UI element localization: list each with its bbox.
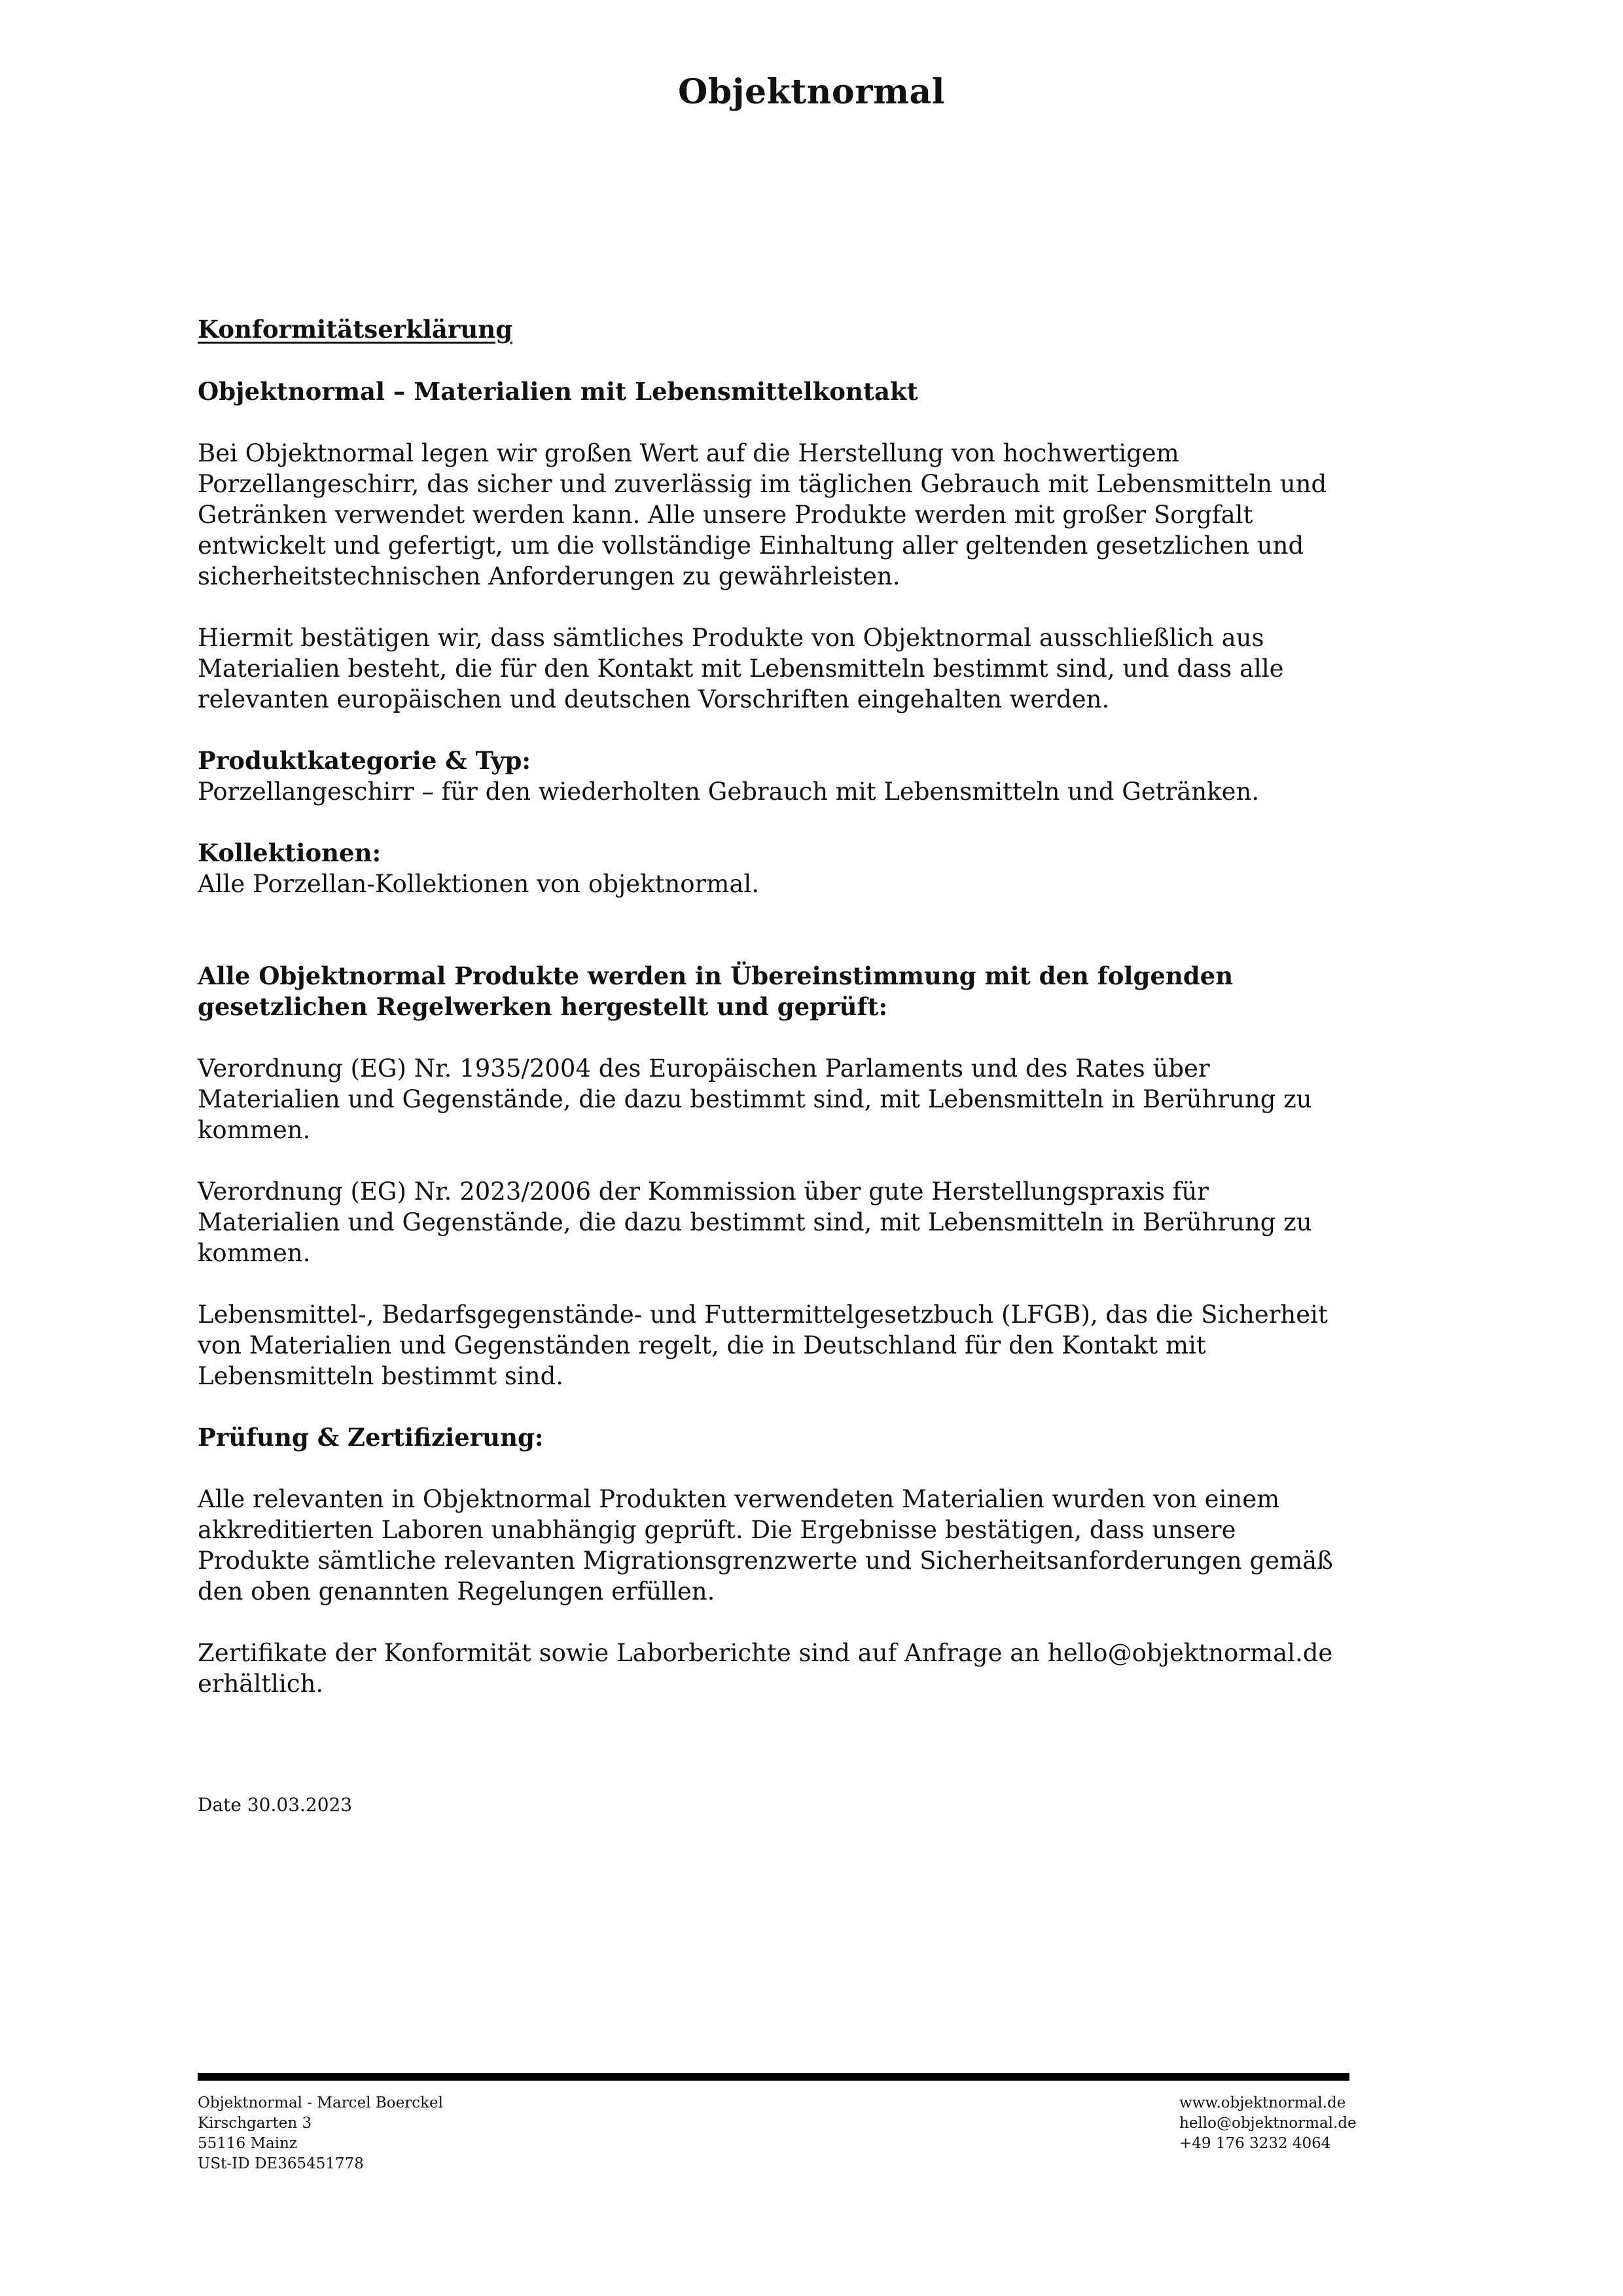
footer-email: hello@objektnormal.de <box>1179 2115 1357 2132</box>
footer-address <box>198 2093 443 2174</box>
regulation-item: Lebensmittel-, Bedarfsgegenstände- und Futtermittelgesetzbuch (LFGB), das die Sicherheit von Materialien und Gegenständen regelt, die in Deutschland für den Kontakt mit Lebensmitteln bestimmt sind. <box>198 1300 1328 1390</box>
testing-paragraph: Alle relevanten in Objektnormal Produkten verwendeten Materialien wurden von einem akkreditierten Laboren unabhängig geprüft. Die Ergebnisse bestätigen, dass unsere Produkte sämtliche relevanten Migrationsgrenzwerte und Sicherheitsanforderungen gemäß den oben genannten Regelungen erfüllen. <box>198 1485 1333 1605</box>
document-date: Date 30.03.2023 <box>198 1794 353 1816</box>
document-subheading: Objektnormal – Materialien mit Lebensmittelkontakt <box>198 377 918 406</box>
intro-paragraph: Bei Objektnormal legen wir großen Wert auf die Herstellung von hochwertigem Porzellangeschirr, das sicher und zuverlässig im täglichen Gebrauch mit Lebensmitteln und Getränken verwendet werden kann. Alle unsere Produkte werden mit großer Sorgfalt entwickelt und gefertigt, um die vollständige Einhaltung aller geltenden gesetzlichen und sicherheitstechnischen Anforderungen zu gewährleisten. <box>198 439 1327 590</box>
footer-street: Kirschgarten 3 <box>198 2115 312 2132</box>
collections-section <box>198 838 1349 899</box>
document-body <box>198 314 1349 1816</box>
footer-divider <box>198 2073 1349 2081</box>
testing-label: Prüfung & Zertifizierung: <box>198 1423 544 1452</box>
testing-paragraph: Zertifikate der Konformität sowie Laborberichte sind auf Anfrage an hello@objektnormal.de erhältlich. <box>198 1639 1333 1698</box>
intro-paragraph: Hiermit bestätigen wir, dass sämtliches Produkte von Objektnormal ausschließlich aus Materialien besteht, die für den Kontakt mit Lebensmitteln bestimmt sind, und dass alle relevanten europäischen und deutschen Vorschriften eingehalten werden. <box>198 624 1284 713</box>
product-category-section <box>198 745 1349 807</box>
page-title: Objektnormal <box>678 72 945 112</box>
regulations-intro: Alle Objektnormal Produkte werden in Übereinstimmung mit den folgenden gesetzlichen Regelwerken hergestellt und geprüft: <box>198 961 1234 1021</box>
collections-label: Kollektionen: <box>198 838 382 867</box>
collections-value: Alle Porzellan-Kollektionen von objektnormal. <box>198 870 759 898</box>
footer-phone: +49 176 3232 4064 <box>1179 2135 1331 2152</box>
footer-contact <box>1179 2093 1357 2154</box>
document-heading: Konformitätserklärung <box>198 315 513 344</box>
footer-website: www.objektnormal.de <box>1179 2094 1346 2111</box>
product-category-value: Porzellangeschirr – für den wiederholten Gebrauch mit Lebensmitteln und Getränken. <box>198 778 1260 806</box>
footer-company: Objektnormal - Marcel Boerckel <box>198 2094 443 2111</box>
regulation-item: Verordnung (EG) Nr. 1935/2004 des Europäischen Parlaments und des Rates über Materialien und Gegenstände, die dazu bestimmt sind, mit Lebensmitteln in Berührung zu kommen. <box>198 1054 1312 1144</box>
footer-vat-id: USt-ID DE365451778 <box>198 2155 364 2172</box>
footer-city: 55116 Mainz <box>198 2135 298 2152</box>
regulation-item: Verordnung (EG) Nr. 2023/2006 der Kommission über gute Herstellungspraxis für Materialien und Gegenstände, die dazu bestimmt sind, mit Lebensmitteln in Berührung zu kommen. <box>198 1177 1312 1267</box>
product-category-label: Produktkategorie & Typ: <box>198 746 531 775</box>
